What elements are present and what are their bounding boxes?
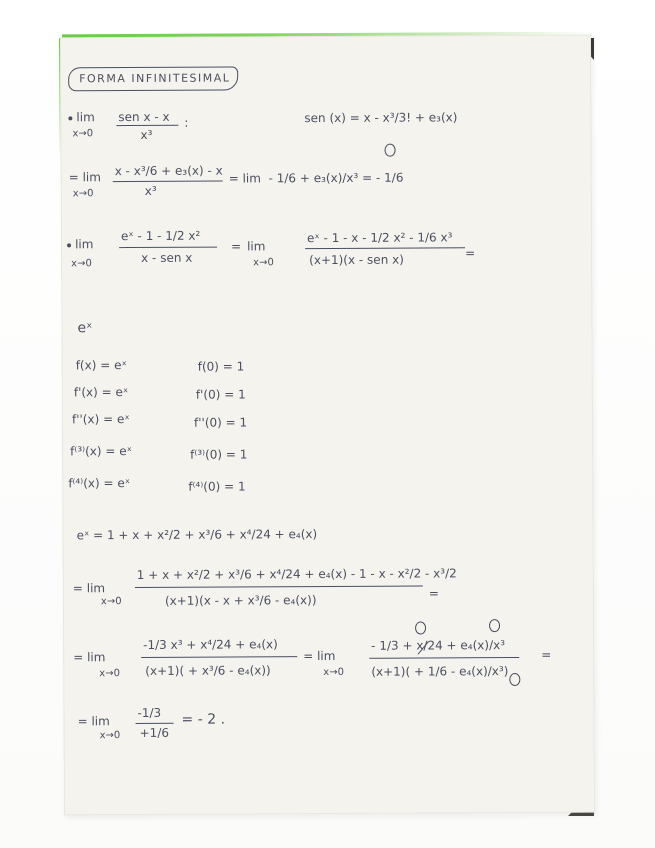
page-title: FORMA INFINITESIMAL bbox=[68, 66, 238, 91]
limit-label: lim bbox=[76, 110, 95, 125]
final-result: = - 2 . bbox=[181, 711, 226, 728]
limit-label: = lim bbox=[72, 581, 106, 596]
taylor-expansion: eˣ = 1 + x + x²/2 + x³/6 + x⁴/24 + e₄(x) bbox=[76, 527, 318, 543]
fraction-numerator: sen x - x bbox=[118, 109, 170, 125]
fraction-numerator: -1/3 bbox=[137, 705, 162, 720]
bullet-point bbox=[68, 116, 72, 120]
equals-sign: : bbox=[184, 115, 189, 130]
limit-subscript: x→0 bbox=[253, 257, 274, 269]
derivative-value: f⁽⁴⁾(0) = 1 bbox=[188, 479, 246, 494]
bullet-point bbox=[67, 243, 71, 247]
zero-mark bbox=[385, 144, 396, 157]
fraction-denominator: (x+1)(x - sen x) bbox=[309, 252, 404, 268]
limit-subscript: x→0 bbox=[323, 666, 344, 679]
limit-label: = lim bbox=[68, 170, 101, 185]
limit-subscript: x→0 bbox=[99, 730, 121, 742]
equals-sign: = bbox=[428, 586, 439, 601]
zero-mark bbox=[415, 621, 426, 634]
derivative-value: f'(0) = 1 bbox=[195, 387, 246, 402]
fraction-denominator: x³ bbox=[140, 127, 153, 142]
equals-sign: = bbox=[231, 239, 242, 254]
limit-label: = lim bbox=[77, 714, 110, 729]
fraction-denominator: (x+1)( + x³/6 - e₄(x)) bbox=[145, 663, 271, 678]
derivative-function: f(x) = eˣ bbox=[75, 358, 127, 373]
derivative-function: f''(x) = eˣ bbox=[71, 412, 130, 427]
fraction-bar bbox=[136, 723, 174, 724]
derivative-function: f⁽⁴⁾(x) = eˣ bbox=[68, 476, 131, 491]
simplified-limit: = lim - 1/6 + e₃(x)/x³ = - 1/6 bbox=[228, 170, 404, 186]
fraction-numerator: x - x³/6 + e₃(x) - x bbox=[114, 163, 223, 179]
fraction-bar bbox=[119, 247, 217, 249]
fraction-numerator: eˣ - 1 - x - 1/2 x² - 1/6 x³ bbox=[306, 230, 453, 246]
fraction-bar bbox=[141, 656, 297, 658]
exponential-label: eˣ bbox=[77, 320, 93, 337]
derivative-value: f''(0) = 1 bbox=[193, 415, 248, 430]
equals-sign: = bbox=[541, 647, 552, 662]
derivative-function: f⁽³⁾(x) = eˣ bbox=[70, 444, 132, 459]
limit-label: = lim bbox=[303, 648, 336, 664]
fraction-bar bbox=[116, 125, 178, 126]
derivative-value: f⁽³⁾(0) = 1 bbox=[190, 447, 248, 462]
derivative-value: f(0) = 1 bbox=[197, 359, 245, 374]
equals-sign: = bbox=[465, 246, 476, 261]
limit-subscript: x→0 bbox=[71, 258, 92, 270]
fraction-numerator: -1/3 x³ + x⁴/24 + e₄(x) bbox=[143, 637, 278, 652]
limit-subscript: x→0 bbox=[72, 188, 94, 200]
handwritten-page bbox=[60, 35, 595, 816]
fraction-denominator: x³ bbox=[144, 183, 157, 198]
limit-subscript: x→0 bbox=[99, 668, 120, 680]
fraction-numerator: 1 + x + x²/2 + x³/6 + x⁴/24 + e₄(x) - 1 - x - x²/2 - x³/2 bbox=[136, 566, 457, 583]
zero-mark bbox=[509, 673, 520, 686]
zero-mark bbox=[489, 619, 500, 632]
fraction-bar bbox=[113, 181, 223, 183]
fraction-denominator: (x+1)( + 1/6 - e₄(x)/x³) bbox=[371, 664, 509, 679]
fraction-numerator: eˣ - 1 - 1/2 x² bbox=[120, 228, 201, 244]
fraction-denominator: x - sen x bbox=[141, 250, 193, 265]
fraction-bar bbox=[135, 586, 423, 589]
fraction-denominator: +1/6 bbox=[139, 725, 170, 740]
limit-subscript: x→0 bbox=[72, 128, 94, 140]
sine-expansion: sen (x) = x - x³/3! + e₃(x) bbox=[304, 110, 458, 126]
fraction-denominator: (x+1)(x - x + x³/6 - e₄(x)) bbox=[164, 593, 317, 608]
limit-label: lim bbox=[247, 239, 266, 254]
limit-label: = lim bbox=[73, 650, 106, 665]
fraction-bar bbox=[369, 657, 519, 659]
derivative-function: f'(x) = eˣ bbox=[73, 385, 129, 400]
limit-label: lim bbox=[75, 237, 94, 252]
fraction-numerator: - 1/3 + x/24 + e₄(x)/x³ bbox=[371, 638, 506, 653]
fraction-bar bbox=[305, 247, 465, 249]
limit-subscript: x→0 bbox=[100, 596, 122, 608]
